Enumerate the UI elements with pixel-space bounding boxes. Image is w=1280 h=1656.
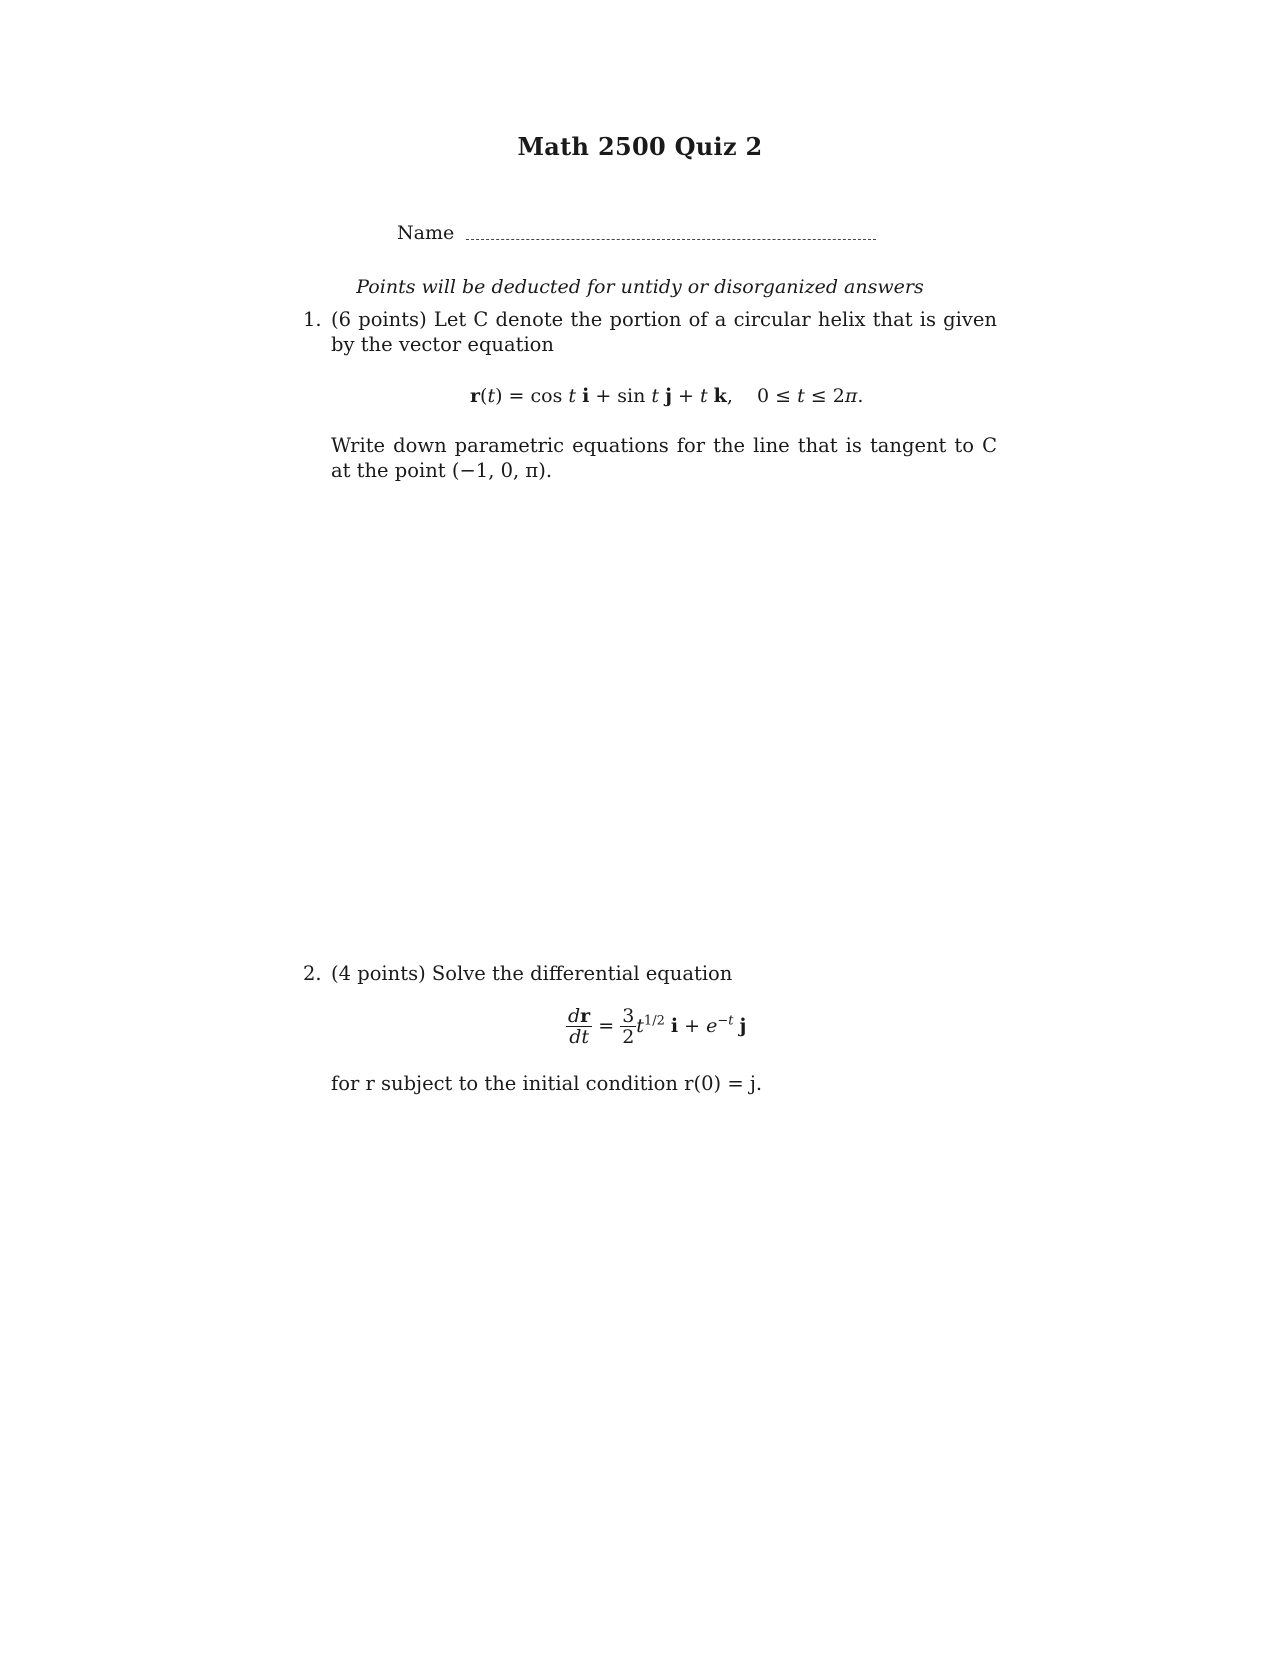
grading-notice: Points will be deducted for untidy or disorganized answers <box>356 276 924 298</box>
question-2-task: for r subject to the initial condition r(0) = j. <box>331 1072 763 1095</box>
question-1-equation: r(t) = cos t i + sin t j + t k, 0 ≤ t ≤ 2π. <box>470 385 864 407</box>
question-2-number: 2. <box>303 962 322 985</box>
name-answer-line[interactable] <box>466 239 876 240</box>
question-1-task: Write down parametric equations for the line that is tangent to C at the point (−1, 0, π). <box>331 434 997 482</box>
question-1-number: 1. <box>303 308 322 331</box>
question-2-equation: $\frac{dr}{dt}$ = $\frac{3}{2}$ $t^{1/2}$ $i + e^{-t}$ j <box>568 1005 747 1048</box>
question-1-intro: (6 points) Let C denote the portion of a circular helix that is given by the vector equation <box>331 308 997 356</box>
question-2-answer-space[interactable] <box>331 1120 997 1600</box>
name-label: Name <box>397 222 455 244</box>
question-2-intro: (4 points) Solve the differential equation <box>331 962 733 985</box>
page-title: Math 2500 Quiz 2 <box>517 132 763 161</box>
question-1-answer-space[interactable] <box>331 490 997 910</box>
